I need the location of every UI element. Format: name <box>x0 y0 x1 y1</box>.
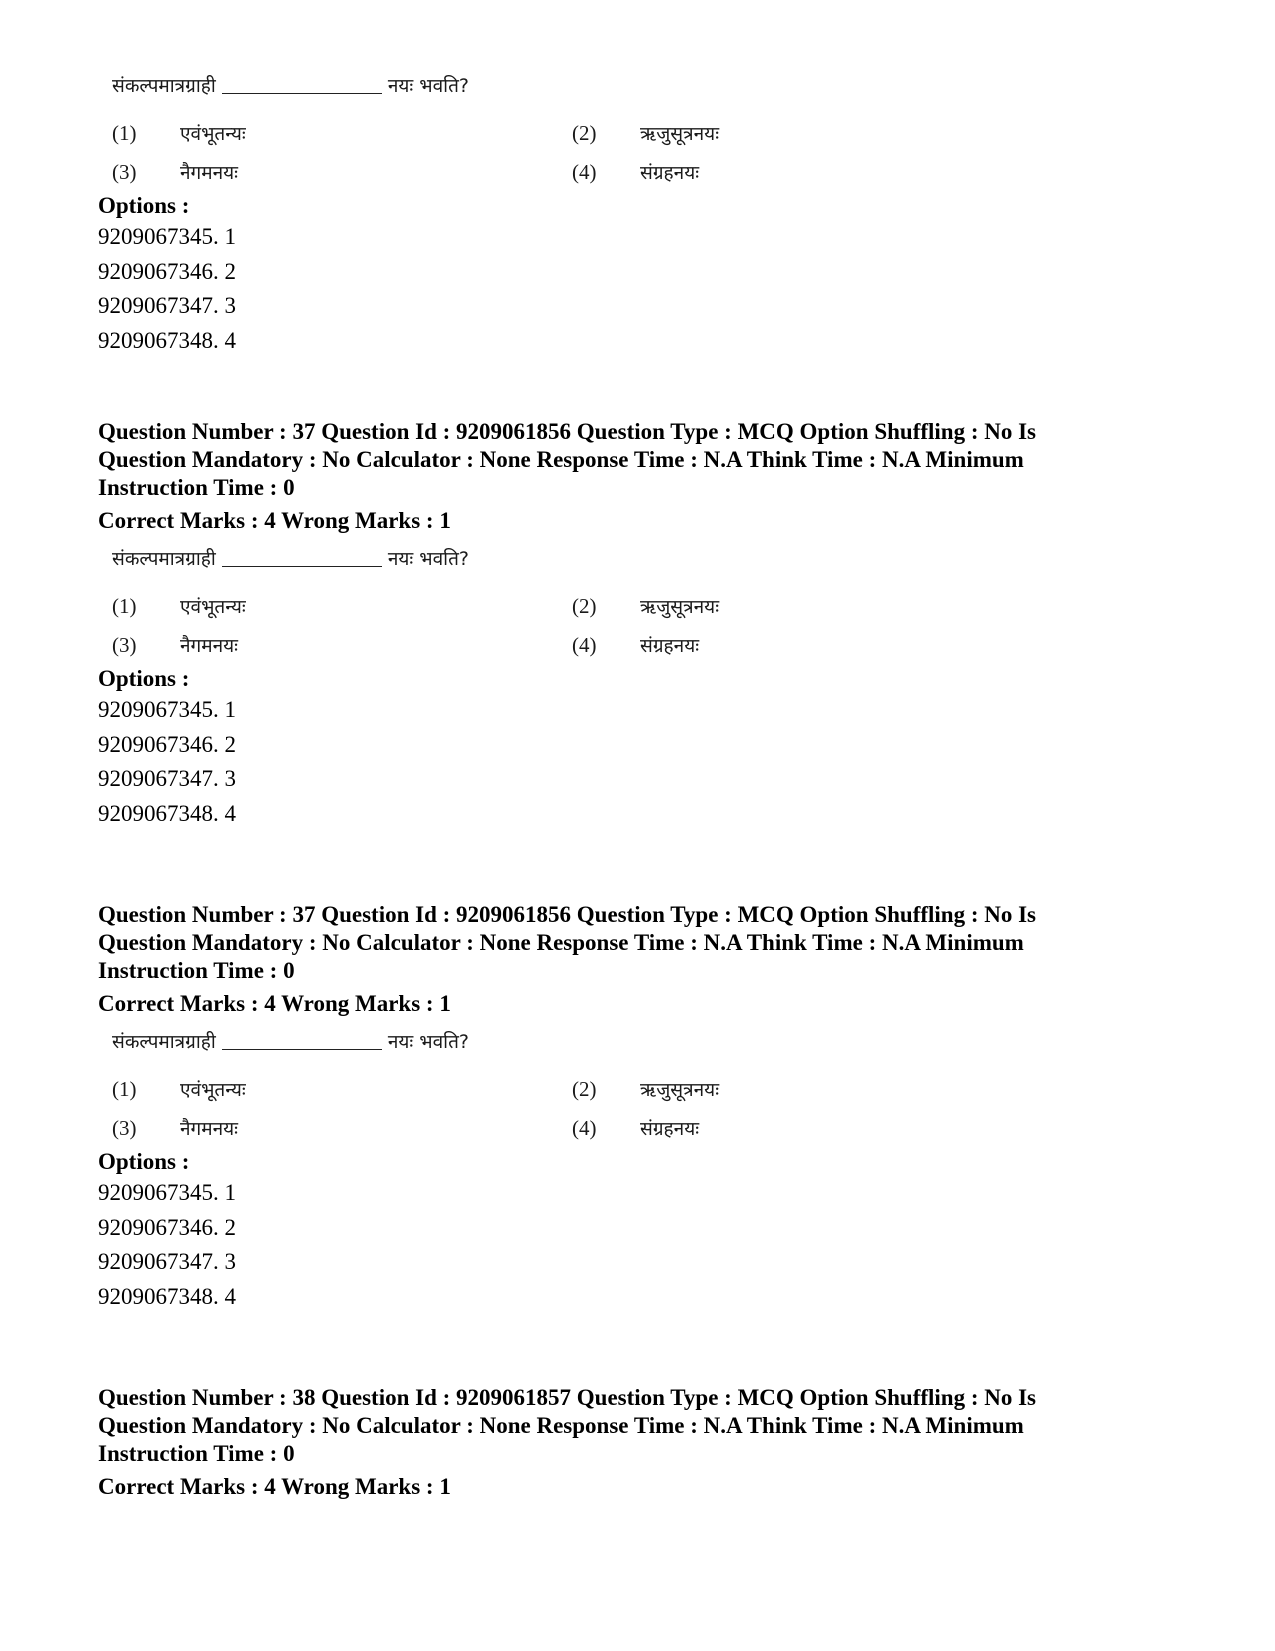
choice-2: (2) ऋजुसूत्रनयः <box>572 594 720 618</box>
option-line: 9209067347. 3 <box>98 293 236 318</box>
question-block-2 <box>98 901 1178 1314</box>
question-marks: Correct Marks : 4 Wrong Marks : 1 <box>98 1474 451 1499</box>
question-header-line: Question Number : 37 Question Id : 9209061856 Question Type : MCQ Option Shuffling : No Is <box>98 419 1037 444</box>
option-line: 9209067346. 2 <box>98 1214 236 1240</box>
choice-1: (1) एवंभूतन्यः <box>112 594 246 618</box>
option-line: 9209067348. 4 <box>98 800 236 826</box>
question-header-line: Question Number : 38 Question Id : 9209061857 Question Type : MCQ Option Shuffling : No Is <box>98 1385 1037 1410</box>
option-line: 9209067347. 3 <box>98 766 236 791</box>
choice-3: (3) नैगमनयः <box>112 160 239 184</box>
option-line: 9209067348. 4 <box>98 1283 236 1309</box>
question-block-3 <box>98 1384 1178 1501</box>
choice-2: (2) ऋजुसूत्रनयः <box>572 1077 720 1101</box>
question-header-line: Question Mandatory : No Calculator : None Response Time : N.A Think Time : N.A Minimum <box>98 1413 1024 1438</box>
option-line: 9209067345. 1 <box>98 697 236 722</box>
question-prompt: संकल्पमात्रग्राही नयः भवति? <box>112 1031 470 1053</box>
options-label: Options : <box>98 193 190 218</box>
choice-4: (4) संग्रहनयः <box>572 633 700 657</box>
choice-1: (1) एवंभूतन्यः <box>112 121 246 145</box>
question-header-line: Instruction Time : 0 <box>98 475 295 500</box>
choice-1: (1) एवंभूतन्यः <box>112 1077 246 1101</box>
question-header-line: Instruction Time : 0 <box>98 1441 295 1466</box>
question-marks: Correct Marks : 4 Wrong Marks : 1 <box>98 991 451 1016</box>
option-line: 9209067345. 1 <box>98 1180 236 1205</box>
choice-2: (2) ऋजुसूत्रनयः <box>572 121 720 145</box>
option-line: 9209067347. 3 <box>98 1249 236 1274</box>
question-header-line: Question Mandatory : No Calculator : None Response Time : N.A Think Time : N.A Minimum <box>98 930 1024 955</box>
question-image <box>98 535 798 663</box>
option-line: 9209067346. 2 <box>98 731 236 757</box>
question-block-top <box>98 62 1178 358</box>
options-label: Options : <box>98 666 190 691</box>
question-prompt: संकल्पमात्रग्राही नयः भवति? <box>112 75 470 97</box>
question-prompt: संकल्पमात्रग्राही नयः भवति? <box>112 548 470 570</box>
question-image <box>98 1018 798 1146</box>
question-marks: Correct Marks : 4 Wrong Marks : 1 <box>98 508 451 533</box>
question-block-1 <box>98 418 1178 831</box>
option-line: 9209067345. 1 <box>98 224 236 249</box>
choice-3: (3) नैगमनयः <box>112 1116 239 1140</box>
choice-4: (4) संग्रहनयः <box>572 160 700 184</box>
choice-3: (3) नैगमनयः <box>112 633 239 657</box>
question-header-line: Question Number : 37 Question Id : 9209061856 Question Type : MCQ Option Shuffling : No Is <box>98 902 1037 927</box>
question-header-line: Instruction Time : 0 <box>98 958 295 983</box>
question-image <box>98 62 798 190</box>
choice-4: (4) संग्रहनयः <box>572 1116 700 1140</box>
options-label: Options : <box>98 1149 190 1174</box>
question-header-line: Question Mandatory : No Calculator : None Response Time : N.A Think Time : N.A Minimum <box>98 447 1024 472</box>
option-line: 9209067348. 4 <box>98 327 236 353</box>
option-line: 9209067346. 2 <box>98 258 236 284</box>
